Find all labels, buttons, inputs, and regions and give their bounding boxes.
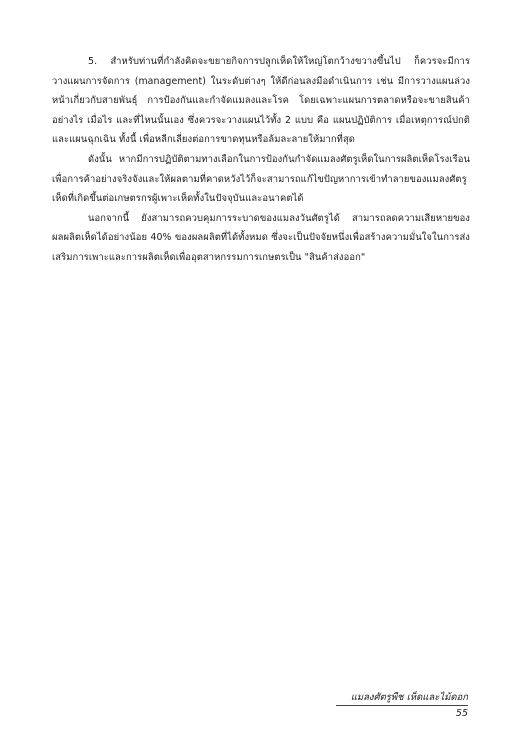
page-footer [318,691,468,720]
paragraph-pest-control-options: ดังนั้น หากมีการปฏิบัติตามทางเลือกในการป้องกันกำจัดแมลงศัตรูเห็ดในการผลิตเห็ดโรงเรือน เพื่อการค้าอย่างจริงจังและให้ผลตามที่คาดหวังไว้ก็จะสามารถแก้ไขปัญหาการเข้าทำลายของแมลงศัตรูเห็ดที่เกิดขึ้นต่อเกษตรกรผู้เพาะเห็ดทั้งในปัจจุบันและอนาคตได้ [52,153,470,205]
footer-divider [336,705,468,706]
paragraph-management-planning: 5. สำหรับท่านที่กำลังคิดจะขยายกิจการปลูกเห็ดให้ใหญ่โตกว้างขวางขึ้นไป ก็ควรจะมีการวางแผนการจัดการ (management) ในระดับต่างๆ ให้ดีก่อนลงมือดำเนินการ เช่น มีการวางแผนล่วงหน้าเกี่ยวกับสายพันธุ์ การป้องกันและกำจัดแมลงและโรค โดยเฉพาะแผนการตลาดหรือจะขายสินค้าอย่างไร เมื่อไร และที่ไหนนั้นเอง ซึ่งควรจะวางแผนไว้ทั้ง 2 แบบ คือ แผนปฏิบัติการ เมื่อเหตุการณ์ปกติและแผนฉุกเฉิน ทั้งนี้ เพื่อหลีกเลี่ยงต่อการขาดทุนหรือล้มละลายให้มากที่สุด [52,56,470,146]
running-footer-title: แมลงศัตรูพืช เห็ดและไม้ดอก [350,692,468,703]
paragraph-export-promotion: นอกจากนี้ ยังสามารถควบคุมการระบาดของแมลงวันศัตรูได้ สามารถลดความเสียหายของผลผลิตเห็ดได้อย่างน้อย 40% ของผลผลิตที่ได้ทั้งหมด ซึ่งจะเป็นปัจจัยหนึ่งเพื่อสร้างความมั่นใจในการส่งเสริมการเพาะและการผลิตเห็ดเพื่ออุตสาหกรรมการเกษตรเป็น "สินค้าส่งออก" [52,212,470,263]
body-text [52,52,470,268]
page-number: 55 [455,708,468,719]
